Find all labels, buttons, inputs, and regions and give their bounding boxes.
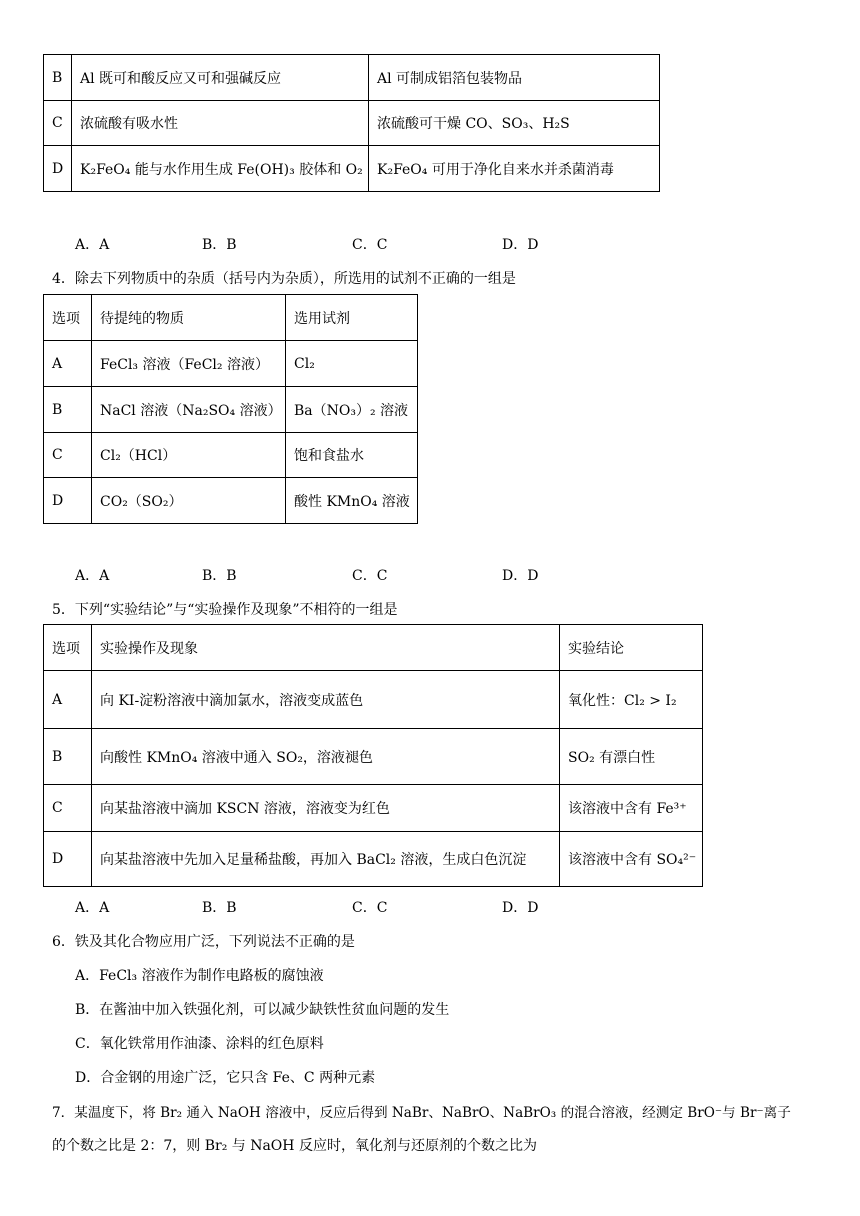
q7-stem-line-2: 的个数之比是 2：7，则 Br₂ 与 NaOH 反应时，氧化剂与还原剂的个数之比为 [52,1138,537,1154]
statement-cell: K₂FeO₄ 能与水作用生成 Fe(OH)₃ 胶体和 O₂ [72,146,369,192]
answer-option-c[interactable]: C．C [352,568,388,584]
substance-cell: Cl₂（HCl） [92,433,286,478]
operation-cell: 向某盐溶液中滴加 KSCN 溶液，溶液变为红色 [92,785,560,832]
answer-option-a[interactable]: A．A [75,237,110,253]
application-cell: K₂FeO₄ 可用于净化自来水并杀菌消毒 [369,146,660,192]
answer-option-d[interactable]: D．D [502,568,539,584]
option-cell: A [44,671,92,729]
table-row [44,341,418,387]
answer-option-d[interactable]: D．D [502,237,539,253]
answer-option-d[interactable]: D．D [502,900,539,916]
application-cell: 浓硫酸可干燥 CO、SO₃、H₂S [369,101,660,146]
q6-choice-b[interactable]: B．在酱油中加入铁强化剂，可以减少缺铁性贫血问题的发生 [75,1002,450,1018]
q5-stem: 5．下列“实验结论”与“实验操作及现象”不相符的一组是 [52,602,398,618]
conclusion-cell: SO₂ 有漂白性 [560,729,703,785]
substance-cell: NaCl 溶液（Na₂SO₄ 溶液） [92,387,286,433]
option-cell: D [44,146,72,192]
option-cell: B [44,729,92,785]
q6-stem: 6．铁及其化合物应用广泛，下列说法不正确的是 [52,934,355,950]
column-header: 选用试剂 [286,295,418,341]
q4-stem: 4．除去下列物质中的杂质（括号内为杂质），所选用的试剂不正确的一组是 [52,271,516,287]
table-row [44,101,660,146]
option-cell: B [44,55,72,101]
table-row [44,146,660,192]
substance-cell: FeCl₃ 溶液（FeCl₂ 溶液） [92,341,286,387]
answer-option-a[interactable]: A．A [75,568,110,584]
q6-choice-d[interactable]: D．合金钢的用途广泛，它只含 Fe、C 两种元素 [75,1070,376,1086]
substance-cell: CO₂（SO₂） [92,478,286,524]
option-cell: D [44,478,92,524]
answer-option-b[interactable]: B．B [202,900,237,916]
table-row [44,478,418,524]
table-row [44,433,418,478]
table-row [44,785,703,832]
operation-cell: 向某盐溶液中先加入足量稀盐酸，再加入 BaCl₂ 溶液，生成白色沉淀 [92,832,560,887]
column-header: 实验操作及现象 [92,625,560,671]
statement-cell: Al 既可和酸反应又可和强碱反应 [72,55,369,101]
operation-cell: 向 KI-淀粉溶液中滴加氯水，溶液变成蓝色 [92,671,560,729]
reagent-cell: 饱和食盐水 [286,433,418,478]
conclusion-cell: 该溶液中含有 Fe³⁺ [560,785,703,832]
column-header: 待提纯的物质 [92,295,286,341]
column-header: 实验结论 [560,625,703,671]
answer-option-b[interactable]: B．B [202,237,237,253]
table-row [44,55,660,101]
q6-choice-a[interactable]: A．FeCl₃ 溶液作为制作电路板的腐蚀液 [75,968,324,984]
answer-option-b[interactable]: B．B [202,568,237,584]
statement-cell: 浓硫酸有吸水性 [72,101,369,146]
conclusion-cell: 该溶液中含有 SO₄²⁻ [560,832,703,887]
column-header: 选项 [44,625,92,671]
q7-stem-line-1: 7．某温度下，将 Br₂ 通入 NaOH 溶液中，反应后得到 NaBr、NaBrO、NaBrO₃ 的混合溶液，经测定 BrO⁻与 Br⁻离子 [52,1105,791,1121]
option-cell: A [44,341,92,387]
conclusion-cell: 氧化性：Cl₂ > I₂ [560,671,703,729]
reagent-cell: Ba（NO₃）₂ 溶液 [286,387,418,433]
table-header-row [44,295,418,341]
reagent-cell: Cl₂ [286,341,418,387]
reagent-cell: 酸性 KMnO₄ 溶液 [286,478,418,524]
answer-option-c[interactable]: C．C [352,900,388,916]
option-cell: C [44,785,92,832]
option-cell: C [44,101,72,146]
q5-table [43,624,703,887]
column-header: 选项 [44,295,92,341]
application-cell: Al 可制成铝箔包装物品 [369,55,660,101]
answer-option-c[interactable]: C．C [352,237,388,253]
option-cell: D [44,832,92,887]
table-row [44,729,703,785]
table-row [44,671,703,729]
option-cell: C [44,433,92,478]
table-header-row [44,625,703,671]
q4-table [43,294,418,524]
table-row [44,832,703,887]
q3-table [43,54,660,192]
operation-cell: 向酸性 KMnO₄ 溶液中通入 SO₂，溶液褪色 [92,729,560,785]
answer-option-a[interactable]: A．A [75,900,110,916]
option-cell: B [44,387,92,433]
q6-choice-c[interactable]: C．氧化铁常用作油漆、涂料的红色原料 [75,1036,324,1052]
table-row [44,387,418,433]
